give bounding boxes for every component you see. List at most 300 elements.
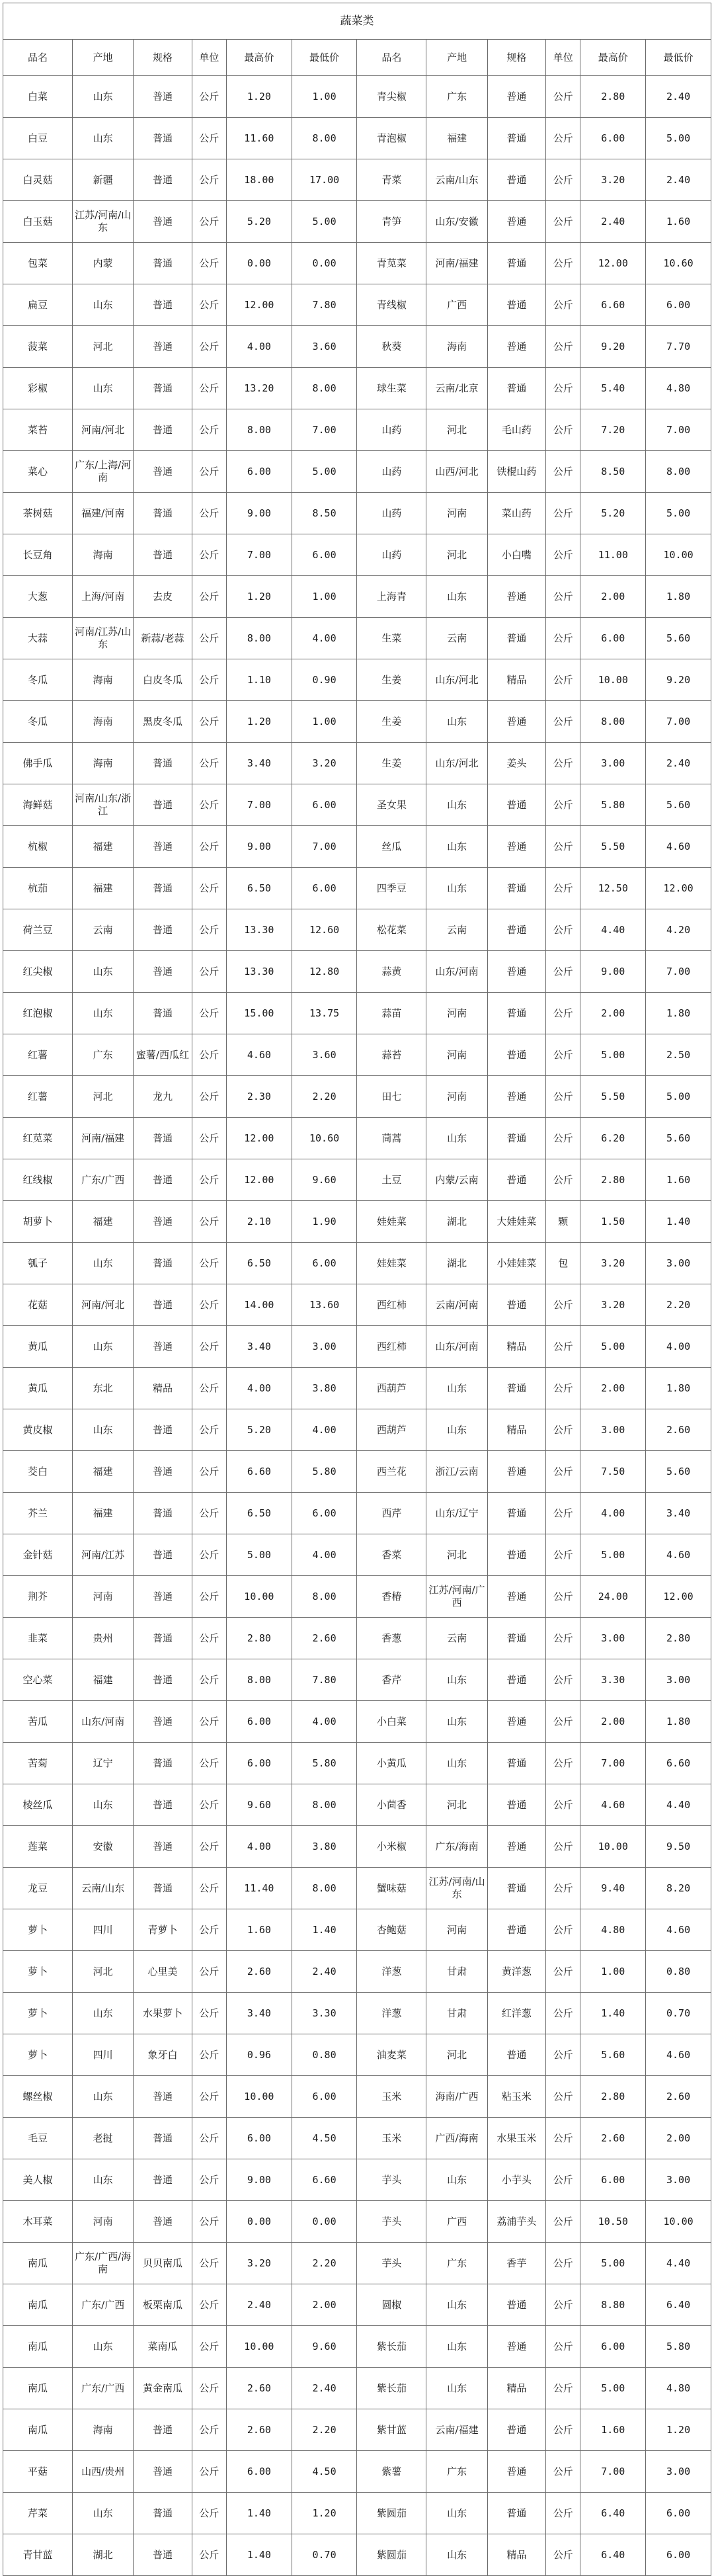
cell-name: 包菜	[3, 243, 73, 284]
cell-spec: 普通	[134, 1159, 192, 1201]
table-row	[3, 1409, 711, 1451]
cell-name: 苦菊	[3, 1743, 73, 1784]
cell-name: 蒜苔	[357, 1034, 426, 1076]
cell-spec: 粘玉米	[487, 2076, 545, 2118]
cell-low-price: 4.60	[646, 2034, 711, 2076]
cell-low-price: 5.60	[646, 618, 711, 659]
cell-name: 香菜	[357, 1534, 426, 1576]
cell-origin: 福建	[426, 118, 487, 159]
cell-spec: 精品	[487, 659, 545, 701]
cell-high-price: 3.20	[580, 159, 646, 201]
cell-name: 紫圆茄	[357, 2493, 426, 2534]
cell-name: 球生菜	[357, 368, 426, 409]
cell-spec: 普通	[134, 1201, 192, 1243]
cell-unit: 公斤	[545, 2409, 580, 2451]
cell-spec: 普通	[134, 159, 192, 201]
cell-high-price: 11.60	[227, 118, 292, 159]
cell-high-price: 2.10	[227, 1201, 292, 1243]
cell-low-price: 8.00	[292, 368, 357, 409]
cell-origin: 广西	[426, 284, 487, 326]
cell-name: 白豆	[3, 118, 73, 159]
cell-unit: 公斤	[192, 2201, 226, 2243]
table-row	[3, 1493, 711, 1534]
cell-unit: 公斤	[192, 2159, 226, 2201]
cell-low-price: 3.60	[292, 326, 357, 368]
cell-high-price: 24.00	[580, 1576, 646, 1618]
cell-unit: 公斤	[192, 1993, 226, 2034]
cell-origin: 河南/福建	[72, 1118, 133, 1159]
cell-origin: 辽宁	[72, 1743, 133, 1784]
cell-name: 毛豆	[3, 2118, 73, 2159]
cell-spec: 普通	[134, 76, 192, 118]
cell-high-price: 5.50	[580, 1076, 646, 1118]
cell-low-price: 0.00	[292, 2201, 357, 2243]
cell-high-price: 7.20	[580, 409, 646, 451]
column-header-spec: 规格	[134, 40, 192, 76]
cell-name: 南瓜	[3, 2243, 73, 2284]
cell-spec: 青萝卜	[134, 1909, 192, 1951]
cell-high-price: 2.40	[227, 2284, 292, 2326]
cell-low-price: 2.40	[646, 76, 711, 118]
cell-high-price: 10.00	[227, 2326, 292, 2368]
cell-low-price: 2.60	[292, 1618, 357, 1659]
cell-origin: 福建	[72, 868, 133, 909]
cell-spec: 普通	[487, 2409, 545, 2451]
cell-unit: 公斤	[192, 1076, 226, 1118]
cell-low-price: 2.20	[292, 1076, 357, 1118]
cell-low-price: 6.00	[292, 1243, 357, 1284]
cell-name: 圣女果	[357, 784, 426, 826]
cell-high-price: 13.30	[227, 909, 292, 951]
cell-unit: 公斤	[545, 1451, 580, 1493]
table-row	[3, 451, 711, 493]
table-row	[3, 743, 711, 784]
cell-unit: 公斤	[545, 1159, 580, 1201]
cell-low-price: 10.60	[646, 243, 711, 284]
cell-spec: 精品	[487, 2534, 545, 2576]
cell-low-price: 9.60	[292, 2326, 357, 2368]
table-row	[3, 1368, 711, 1409]
table-row	[3, 2534, 711, 2576]
cell-unit: 公斤	[545, 1909, 580, 1951]
cell-name: 白玉菇	[3, 201, 73, 243]
cell-unit: 公斤	[545, 1493, 580, 1534]
cell-spec: 精品	[487, 1326, 545, 1368]
cell-low-price: 12.00	[646, 1576, 711, 1618]
cell-origin: 山东	[426, 1368, 487, 1409]
cell-spec: 小白嘴	[487, 534, 545, 576]
cell-spec: 普通	[134, 2493, 192, 2534]
table-row	[3, 2118, 711, 2159]
cell-name: 南瓜	[3, 2326, 73, 2368]
cell-spec: 大娃娃菜	[487, 1201, 545, 1243]
cell-name: 山药	[357, 409, 426, 451]
cell-unit: 公斤	[545, 1534, 580, 1576]
cell-unit: 公斤	[545, 2534, 580, 2576]
cell-spec: 去皮	[134, 576, 192, 618]
cell-high-price: 10.00	[580, 1826, 646, 1868]
cell-name: 白菜	[3, 76, 73, 118]
cell-origin: 山东	[426, 2493, 487, 2534]
table-row	[3, 1243, 711, 1284]
cell-origin: 云南/河南	[426, 1284, 487, 1326]
cell-origin: 河北	[72, 1076, 133, 1118]
cell-unit: 公斤	[192, 2409, 226, 2451]
cell-spec: 普通	[134, 1576, 192, 1618]
cell-spec: 普通	[487, 1493, 545, 1534]
table-row	[3, 826, 711, 868]
cell-spec: 普通	[134, 826, 192, 868]
cell-unit: 公斤	[192, 1534, 226, 1576]
cell-low-price: 5.00	[646, 118, 711, 159]
cell-name: 黄瓜	[3, 1368, 73, 1409]
cell-low-price: 13.75	[292, 993, 357, 1034]
cell-spec: 普通	[487, 993, 545, 1034]
cell-spec: 普通	[134, 118, 192, 159]
cell-name: 荆芥	[3, 1576, 73, 1618]
table-row	[3, 1326, 711, 1368]
cell-unit: 公斤	[192, 534, 226, 576]
cell-low-price: 4.80	[646, 2368, 711, 2409]
cell-spec: 普通	[487, 1076, 545, 1118]
cell-spec: 水果玉米	[487, 2118, 545, 2159]
cell-high-price: 4.40	[580, 909, 646, 951]
cell-high-price: 3.40	[227, 1993, 292, 2034]
cell-name: 松花菜	[357, 909, 426, 951]
cell-name: 四季豆	[357, 868, 426, 909]
cell-low-price: 3.00	[646, 1243, 711, 1284]
cell-unit: 公斤	[545, 2201, 580, 2243]
cell-name: 金针菇	[3, 1534, 73, 1576]
cell-name: 红尖椒	[3, 951, 73, 993]
cell-unit: 公斤	[192, 1201, 226, 1243]
cell-origin: 河南	[426, 493, 487, 534]
cell-high-price: 10.00	[227, 2076, 292, 2118]
cell-unit: 公斤	[545, 1409, 580, 1451]
cell-unit: 公斤	[192, 201, 226, 243]
cell-name: 海鲜菇	[3, 784, 73, 826]
cell-unit: 公斤	[545, 1326, 580, 1368]
cell-low-price: 7.00	[646, 951, 711, 993]
cell-high-price: 13.20	[227, 368, 292, 409]
cell-unit: 公斤	[545, 951, 580, 993]
cell-unit: 公斤	[545, 993, 580, 1034]
table-row	[3, 1951, 711, 1993]
cell-origin: 广东/上海/河南	[72, 451, 133, 493]
cell-low-price: 9.50	[646, 1826, 711, 1868]
cell-high-price: 5.00	[580, 1326, 646, 1368]
cell-spec: 铁棍山药	[487, 451, 545, 493]
cell-high-price: 4.60	[227, 1034, 292, 1076]
cell-low-price: 7.80	[292, 1659, 357, 1701]
cell-name: 紫薯	[357, 2451, 426, 2493]
cell-low-price: 4.60	[646, 1534, 711, 1576]
cell-unit: 公斤	[545, 2159, 580, 2201]
table-row	[3, 326, 711, 368]
table-row	[3, 409, 711, 451]
cell-high-price: 8.00	[227, 1659, 292, 1701]
cell-origin: 广西/海南	[426, 2118, 487, 2159]
cell-spec: 龙九	[134, 1076, 192, 1118]
cell-name: 田七	[357, 1076, 426, 1118]
cell-unit: 公斤	[192, 1576, 226, 1618]
cell-high-price: 2.00	[580, 1701, 646, 1743]
table-row	[3, 368, 711, 409]
cell-low-price: 6.00	[292, 2076, 357, 2118]
cell-origin: 山东	[426, 576, 487, 618]
cell-low-price: 6.40	[646, 2284, 711, 2326]
cell-high-price: 5.50	[580, 826, 646, 868]
cell-unit: 公斤	[192, 118, 226, 159]
cell-high-price: 2.00	[580, 1368, 646, 1409]
cell-unit: 公斤	[545, 2368, 580, 2409]
cell-low-price: 12.00	[646, 868, 711, 909]
cell-high-price: 2.80	[580, 2076, 646, 2118]
cell-spec: 普通	[487, 2493, 545, 2534]
cell-spec: 普通	[487, 2284, 545, 2326]
cell-origin: 山东	[426, 701, 487, 743]
table-row	[3, 2451, 711, 2493]
cell-name: 芋头	[357, 2243, 426, 2284]
cell-spec: 普通	[487, 1284, 545, 1326]
cell-high-price: 9.60	[227, 1784, 292, 1826]
cell-high-price: 5.20	[227, 201, 292, 243]
cell-name: 莲菜	[3, 1826, 73, 1868]
cell-name: 蒜苗	[357, 993, 426, 1034]
cell-origin: 湖北	[72, 2534, 133, 2576]
cell-high-price: 4.00	[580, 1493, 646, 1534]
cell-spec: 精品	[487, 1409, 545, 1451]
cell-low-price: 1.40	[292, 1909, 357, 1951]
cell-unit: 公斤	[545, 2034, 580, 2076]
cell-name: 山药	[357, 451, 426, 493]
cell-spec: 毛山药	[487, 409, 545, 451]
table-row	[3, 868, 711, 909]
cell-name: 棱丝瓜	[3, 1784, 73, 1826]
cell-name: 西芹	[357, 1493, 426, 1534]
table-row	[3, 951, 711, 993]
cell-high-price: 6.50	[227, 1493, 292, 1534]
cell-high-price: 10.00	[227, 1576, 292, 1618]
table-row	[3, 2368, 711, 2409]
cell-origin: 广东	[72, 1034, 133, 1076]
cell-spec: 普通	[487, 951, 545, 993]
cell-name: 红线椒	[3, 1159, 73, 1201]
cell-origin: 四川	[72, 2034, 133, 2076]
cell-origin: 海南	[72, 534, 133, 576]
cell-name: 彩椒	[3, 368, 73, 409]
cell-high-price: 6.00	[580, 618, 646, 659]
cell-origin: 山东	[72, 2326, 133, 2368]
table-header-row	[3, 40, 711, 76]
table-row	[3, 2034, 711, 2076]
cell-unit: 公斤	[192, 2534, 226, 2576]
cell-high-price: 9.00	[227, 2159, 292, 2201]
cell-unit: 公斤	[545, 1618, 580, 1659]
cell-unit: 公斤	[545, 326, 580, 368]
cell-spec: 象牙白	[134, 2034, 192, 2076]
cell-unit: 公斤	[545, 76, 580, 118]
cell-origin: 四川	[72, 1909, 133, 1951]
cell-spec: 普通	[134, 1409, 192, 1451]
cell-origin: 山东	[426, 2284, 487, 2326]
cell-low-price: 2.40	[292, 2368, 357, 2409]
cell-name: 青尖椒	[357, 76, 426, 118]
cell-origin: 山东	[72, 368, 133, 409]
cell-origin: 山东	[426, 2159, 487, 2201]
table-row	[3, 2493, 711, 2534]
cell-low-price: 4.00	[292, 1534, 357, 1576]
cell-name: 洋葱	[357, 1993, 426, 2034]
cell-high-price: 3.40	[227, 743, 292, 784]
cell-spec: 普通	[487, 1743, 545, 1784]
cell-low-price: 1.80	[646, 1701, 711, 1743]
cell-name: 芋头	[357, 2201, 426, 2243]
cell-unit: 公斤	[545, 1743, 580, 1784]
cell-unit: 公斤	[545, 1659, 580, 1701]
cell-origin: 河北	[72, 326, 133, 368]
cell-high-price: 2.80	[227, 1618, 292, 1659]
cell-origin: 河南	[72, 1576, 133, 1618]
cell-name: 杏鲍菇	[357, 1909, 426, 1951]
cell-origin: 海南/广西	[426, 2076, 487, 2118]
cell-low-price: 4.00	[292, 618, 357, 659]
cell-high-price: 11.40	[227, 1868, 292, 1909]
cell-name: 西葫芦	[357, 1409, 426, 1451]
cell-name: 大葱	[3, 576, 73, 618]
cell-spec: 小芋头	[487, 2159, 545, 2201]
column-header-origin: 产地	[72, 40, 133, 76]
cell-name: 萝卜	[3, 2034, 73, 2076]
cell-low-price: 4.50	[292, 2451, 357, 2493]
cell-origin: 河北	[72, 1951, 133, 1993]
cell-high-price: 1.50	[580, 1201, 646, 1243]
cell-name: 小白菜	[357, 1701, 426, 1743]
cell-low-price: 5.80	[646, 2326, 711, 2368]
cell-name: 红薯	[3, 1034, 73, 1076]
cell-low-price: 2.20	[292, 2243, 357, 2284]
cell-low-price: 5.60	[646, 784, 711, 826]
cell-unit: 公斤	[545, 243, 580, 284]
cell-name: 青苋菜	[357, 243, 426, 284]
cell-spec: 普通	[134, 2159, 192, 2201]
cell-low-price: 0.70	[292, 2534, 357, 2576]
table-row	[3, 534, 711, 576]
cell-name: 平菇	[3, 2451, 73, 2493]
cell-unit: 公斤	[192, 159, 226, 201]
cell-low-price: 6.60	[292, 2159, 357, 2201]
table-row	[3, 1618, 711, 1659]
cell-origin: 山东	[72, 284, 133, 326]
cell-name: 韭菜	[3, 1618, 73, 1659]
cell-low-price: 13.60	[292, 1284, 357, 1326]
cell-high-price: 1.40	[227, 2493, 292, 2534]
cell-low-price: 2.40	[646, 743, 711, 784]
cell-high-price: 9.20	[580, 326, 646, 368]
cell-high-price: 7.00	[227, 534, 292, 576]
cell-unit: 公斤	[192, 1284, 226, 1326]
cell-unit: 公斤	[545, 743, 580, 784]
cell-low-price: 4.40	[646, 2243, 711, 2284]
cell-origin: 山东	[72, 1243, 133, 1284]
cell-origin: 河南	[72, 2201, 133, 2243]
cell-origin: 山东	[72, 118, 133, 159]
cell-origin: 云南	[426, 1618, 487, 1659]
cell-unit: 公斤	[545, 1368, 580, 1409]
table-row	[3, 1784, 711, 1826]
cell-high-price: 3.40	[227, 1326, 292, 1368]
cell-unit: 包	[545, 1243, 580, 1284]
cell-unit: 公斤	[192, 1493, 226, 1534]
cell-spec: 白皮冬瓜	[134, 659, 192, 701]
cell-name: 娃娃菜	[357, 1201, 426, 1243]
cell-low-price: 3.00	[292, 1326, 357, 1368]
cell-unit: 公斤	[192, 1951, 226, 1993]
cell-name: 龙豆	[3, 1868, 73, 1909]
cell-spec: 心里美	[134, 1951, 192, 1993]
cell-low-price: 9.60	[292, 1159, 357, 1201]
table-row	[3, 784, 711, 826]
cell-high-price: 0.96	[227, 2034, 292, 2076]
table-row	[3, 1201, 711, 1243]
cell-unit: 公斤	[192, 1826, 226, 1868]
cell-unit: 公斤	[192, 576, 226, 618]
cell-high-price: 8.00	[227, 409, 292, 451]
cell-high-price: 6.00	[227, 451, 292, 493]
cell-spec: 普通	[134, 1659, 192, 1701]
cell-spec: 普通	[134, 2534, 192, 2576]
cell-low-price: 4.20	[646, 909, 711, 951]
cell-low-price: 8.00	[292, 1576, 357, 1618]
cell-origin: 福建/河南	[72, 493, 133, 534]
cell-name: 大蒜	[3, 618, 73, 659]
cell-spec: 普通	[487, 1618, 545, 1659]
cell-high-price: 6.00	[580, 2326, 646, 2368]
cell-spec: 普通	[487, 1659, 545, 1701]
cell-high-price: 8.00	[580, 701, 646, 743]
cell-high-price: 2.60	[227, 2368, 292, 2409]
cell-spec: 普通	[134, 534, 192, 576]
table-row	[3, 76, 711, 118]
cell-name: 油麦菜	[357, 2034, 426, 2076]
cell-name: 杭茄	[3, 868, 73, 909]
cell-spec: 普通	[487, 1368, 545, 1409]
cell-spec: 普通	[487, 1784, 545, 1826]
cell-unit: 公斤	[192, 2034, 226, 2076]
cell-low-price: 5.00	[292, 201, 357, 243]
cell-spec: 小娃娃菜	[487, 1243, 545, 1284]
cell-unit: 公斤	[192, 2326, 226, 2368]
cell-name: 美人椒	[3, 2159, 73, 2201]
cell-name: 菜心	[3, 451, 73, 493]
cell-name: 西红柿	[357, 1284, 426, 1326]
cell-origin: 河南/山东/浙江	[72, 784, 133, 826]
cell-high-price: 5.00	[580, 2243, 646, 2284]
cell-name: 西红柿	[357, 1326, 426, 1368]
cell-low-price: 3.80	[292, 1368, 357, 1409]
table-row	[3, 1701, 711, 1743]
cell-spec: 普通	[134, 1326, 192, 1368]
cell-high-price: 7.00	[580, 2451, 646, 2493]
cell-unit: 公斤	[192, 1868, 226, 1909]
cell-name: 荷兰豆	[3, 909, 73, 951]
cell-unit: 公斤	[545, 368, 580, 409]
cell-high-price: 3.30	[580, 1659, 646, 1701]
cell-spec: 普通	[134, 2201, 192, 2243]
cell-unit: 公斤	[545, 659, 580, 701]
cell-high-price: 4.60	[580, 1784, 646, 1826]
cell-high-price: 1.40	[227, 2534, 292, 2576]
